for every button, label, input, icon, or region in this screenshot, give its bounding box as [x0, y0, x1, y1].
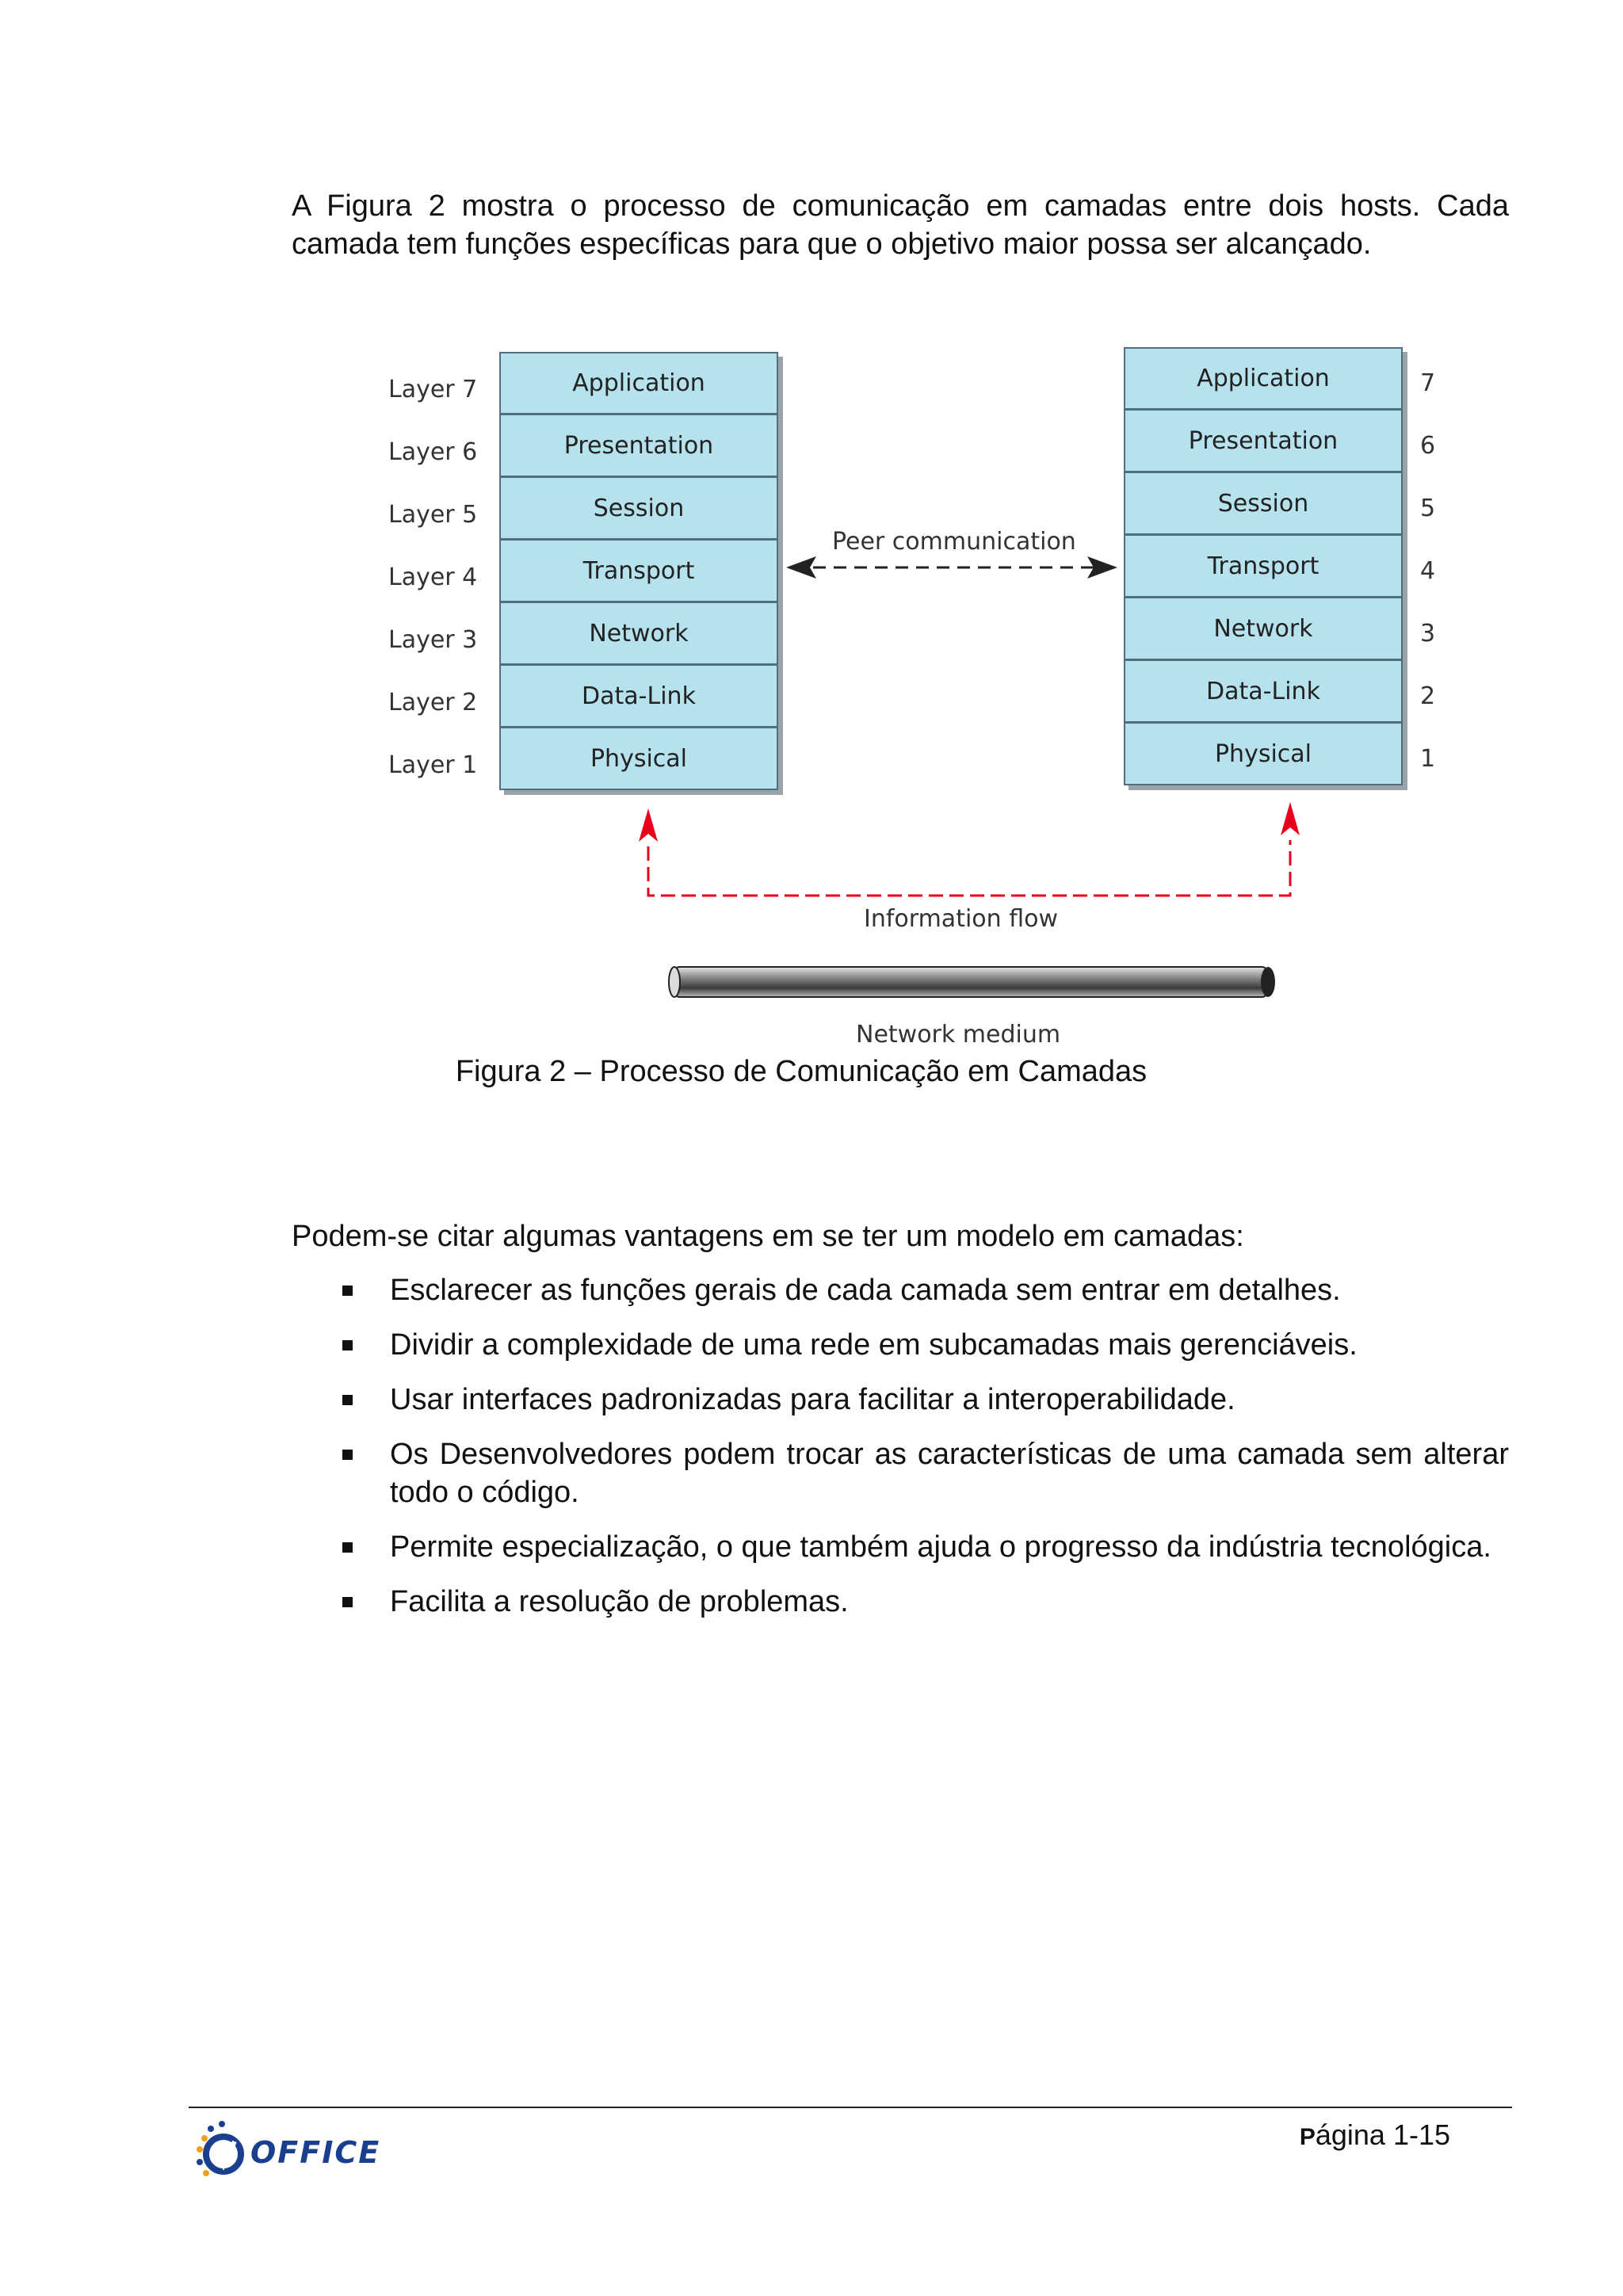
right-host-stack	[1124, 347, 1403, 785]
right-layer-number: 3	[1420, 620, 1436, 648]
layer-box-application: Application	[499, 352, 778, 415]
bullet-square-icon	[342, 1542, 353, 1553]
network-medium-label: Network medium	[856, 1021, 1061, 1049]
right-layer-number: 5	[1420, 495, 1436, 522]
page-label: ágina 1-15	[1315, 2118, 1450, 2151]
layer-box-presentation: Presentation	[499, 415, 778, 477]
bullet-square-icon	[342, 1340, 353, 1350]
peer-communication-label: Peer communication	[832, 528, 1076, 556]
layer-box-network: Network	[499, 602, 778, 665]
bullet-square-icon	[342, 1450, 353, 1460]
right-layer-number: 1	[1420, 745, 1436, 773]
left-layer-label: Layer 4	[388, 563, 478, 591]
layer-box-transport: Transport	[1124, 535, 1403, 598]
information-flow-label: Information flow	[864, 905, 1058, 933]
layer-box-session: Session	[499, 477, 778, 540]
layer-diagram	[372, 341, 1466, 1054]
list-item	[292, 1583, 1509, 1621]
left-layer-label: Layer 7	[388, 376, 478, 403]
left-layer-labels	[388, 358, 477, 797]
layer-box-data-link: Data-Link	[1124, 660, 1403, 723]
list-item-text: Usar interfaces padronizadas para facilitar a interoperabilidade.	[390, 1383, 1235, 1416]
peer-arrow	[786, 556, 1117, 579]
list-item-text: Dividir a complexidade de uma rede em subcamadas mais gerenciáveis.	[390, 1328, 1358, 1362]
layer-box-data-link: Data-Link	[499, 665, 778, 728]
list-item-text: Os Desenvolvedores podem trocar as características de uma camada sem alterar todo o código.	[390, 1438, 1509, 1509]
right-layer-number: 7	[1420, 369, 1436, 397]
right-layer-number: 6	[1420, 432, 1436, 460]
left-host-stack	[499, 352, 778, 790]
footer-divider	[189, 2107, 1512, 2108]
left-layer-label: Layer 1	[388, 751, 478, 779]
left-layer-label: Layer 3	[388, 626, 478, 654]
layer-box-physical: Physical	[499, 728, 778, 790]
voffice-logo	[190, 2115, 381, 2186]
list-item-text: Permite especialização, o que também ajuda o progresso da indústria tecnológica.	[390, 1530, 1491, 1564]
list-item	[292, 1528, 1509, 1566]
layer-box-network: Network	[1124, 598, 1403, 660]
layer-box-presentation: Presentation	[1124, 410, 1403, 472]
list-item-text: Facilita a resolução de problemas.	[390, 1585, 849, 1618]
intro-paragraph: A Figura 2 mostra o processo de comunicação em camadas entre dois hosts. Cada camada tem funções específicas para que o objetivo maior possa ser alcançado.	[292, 189, 1509, 261]
figure-caption	[0, 1052, 1623, 1091]
right-layer-number: 2	[1420, 682, 1436, 710]
left-layer-label: Layer 5	[388, 501, 478, 529]
layer-box-physical: Physical	[1124, 723, 1403, 785]
logo-wordmark: OFFICE	[250, 2135, 381, 2170]
lead-paragraph: Podem-se citar algumas vantagens em se ter um modelo em camadas:	[292, 1220, 1244, 1253]
network-medium-pipe	[669, 967, 1275, 997]
page-number	[1300, 2116, 1450, 2157]
left-layer-label: Layer 2	[388, 689, 478, 716]
bullet-square-icon	[342, 1597, 353, 1607]
right-layer-numbers	[1420, 352, 1435, 790]
list-item	[292, 1326, 1509, 1364]
bullet-square-icon	[342, 1395, 353, 1405]
layer-box-application: Application	[1124, 347, 1403, 410]
advantages-list	[292, 1271, 1509, 1637]
figure-caption-text: Figura 2 – Processo de Comunicação em Camadas	[455, 1055, 1148, 1088]
list-item	[292, 1435, 1509, 1511]
page-prefix: P	[1299, 2124, 1316, 2150]
list-item	[292, 1381, 1509, 1419]
layer-box-transport: Transport	[499, 540, 778, 602]
right-layer-number: 4	[1420, 557, 1436, 585]
information-flow-arrow	[639, 802, 1300, 896]
bullet-square-icon	[342, 1286, 353, 1296]
left-layer-label: Layer 6	[388, 438, 478, 466]
list-item-text: Esclarecer as funções gerais de cada camada sem entrar em detalhes.	[390, 1274, 1341, 1307]
list-item	[292, 1271, 1509, 1309]
layer-box-session: Session	[1124, 472, 1403, 535]
